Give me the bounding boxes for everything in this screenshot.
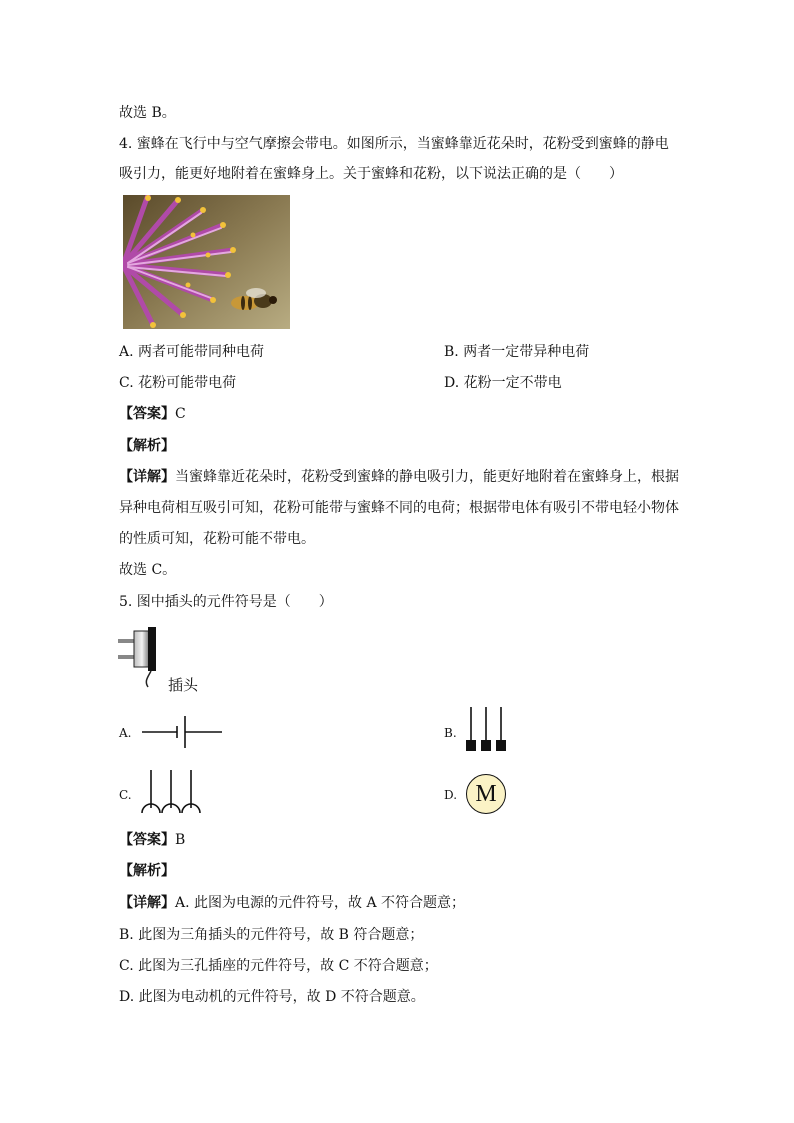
q5-stem: 5. 图中插头的元件符号是（ ） <box>119 594 333 610</box>
motor-symbol-icon: M <box>466 774 506 814</box>
answer-label: 【答案】 <box>119 832 175 848</box>
battery-symbol-icon <box>140 715 225 749</box>
three-hole-socket-symbol-icon <box>140 768 204 814</box>
q4-answer <box>119 404 186 424</box>
q4-stem-line2: 吸引力，能更好地附着在蜜蜂身上。关于蜜蜂和花粉，以下说法正确的是（ ） <box>119 166 623 182</box>
q3-conclusion: 故选 B。 <box>119 105 176 121</box>
answer-value: B <box>175 832 186 848</box>
q4-detail-line3: 的性质可知，花粉可能不带电。 <box>119 531 315 547</box>
q5-analysis-label: 【解析】 <box>119 863 175 879</box>
q4-detail-line2: 异种电荷相互吸引可知，花粉可能带与蜜蜂不同的电荷；根据带电体有吸引不带电轻小物体 <box>119 500 679 516</box>
q4-stem-line1: 4. 蜜蜂在飞行中与空气摩擦会带电。如图所示，当蜜蜂靠近花朵时，花粉受到蜜蜂的静电 <box>119 136 669 152</box>
q4-option-d[interactable]: D. 花粉一定不带电 <box>444 375 562 391</box>
q5-detail-d: D. 此图为电动机的元件符号，故 D 不符合题意。 <box>119 989 425 1005</box>
q5-option-b-label[interactable]: B. <box>444 726 457 740</box>
three-pin-plug-symbol-icon <box>464 707 508 753</box>
q5-detail-b: B. 此图为三角插头的元件符号，故 B 符合题意； <box>119 927 424 943</box>
q5-answer <box>119 830 185 850</box>
q4-detail-line1 <box>119 467 679 487</box>
q4-conclusion: 故选 C。 <box>119 562 177 578</box>
q5-option-a-label[interactable]: A. <box>119 726 132 740</box>
detail-label: 【详解】 <box>119 895 175 911</box>
plug-icon <box>118 625 160 689</box>
plug-caption: 插头 <box>168 676 199 694</box>
q5-detail-a <box>119 893 465 913</box>
q5-detail-c: C. 此图为三孔插座的元件符号，故 C 不符合题意； <box>119 958 438 974</box>
q4-analysis-label: 【解析】 <box>119 438 175 454</box>
q4-option-b[interactable]: B. 两者一定带异种电荷 <box>444 344 590 360</box>
detail-text: A. 此图为电源的元件符号，故 A 不符合题意； <box>175 895 466 911</box>
q5-option-c-label[interactable]: C. <box>119 788 132 802</box>
q5-option-d-label[interactable]: D. <box>444 788 458 802</box>
detail-label: 【详解】 <box>119 469 175 485</box>
detail-text: 当蜜蜂靠近花朵时，花粉受到蜜蜂的静电吸引力，能更好地附着在蜜蜂身上，根据 <box>175 469 679 485</box>
bee-flower-photo <box>123 195 290 329</box>
q4-option-a[interactable]: A. 两者可能带同种电荷 <box>119 344 265 360</box>
q4-option-c[interactable]: C. 花粉可能带电荷 <box>119 375 237 391</box>
answer-value: C <box>175 406 186 422</box>
answer-label: 【答案】 <box>119 406 175 422</box>
